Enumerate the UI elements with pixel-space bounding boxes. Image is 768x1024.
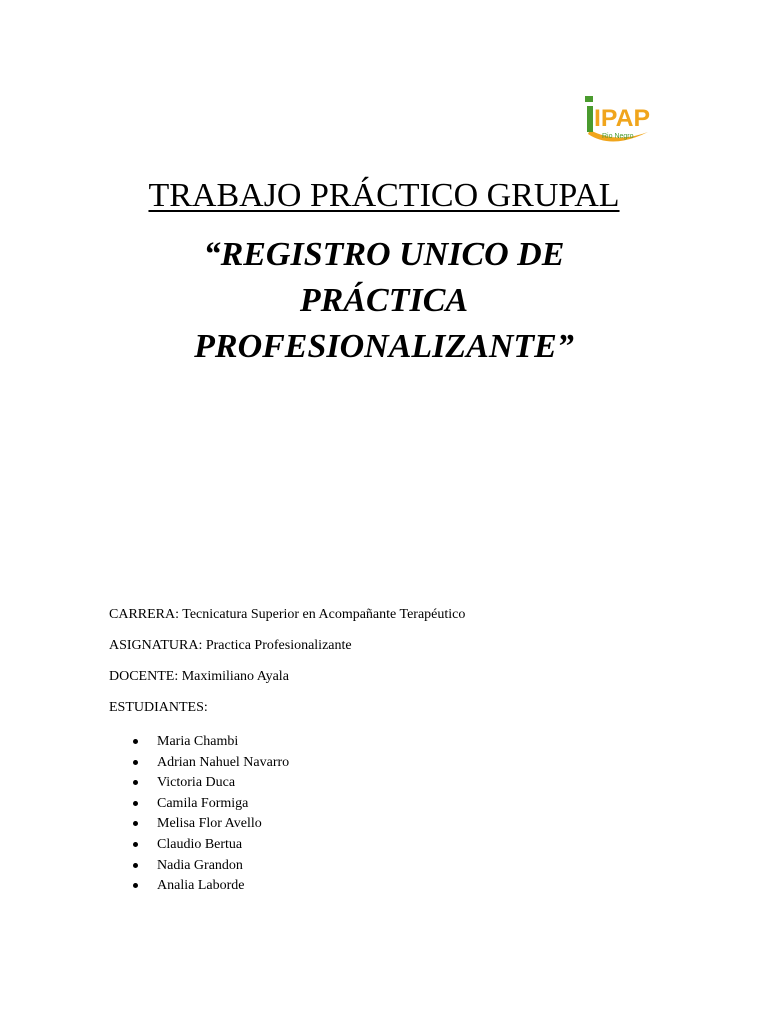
ipap-logo-graphic [582,94,654,148]
subtitle-line-3: PROFESIONALIZANTE” [194,328,574,365]
list-item [131,732,289,753]
students-list [131,732,289,897]
list-item [131,753,289,774]
course-info [109,605,465,729]
list-item [131,856,289,877]
estudiantes-label: ESTUDIANTES: [109,700,208,715]
document-title-text: TRABAJO PRÁCTICO GRUPAL [148,177,620,214]
subtitle-line-2: PRÁCTICA [299,282,469,319]
document-subtitle [0,232,768,370]
student-name: Adrian Nahuel Navarro [157,754,290,770]
list-item [131,876,289,897]
student-name: Melisa Flor Avello [157,816,262,832]
student-name: Analia Laborde [157,878,245,894]
list-item [131,794,289,815]
bullet-icon [133,801,138,806]
docente-line: DOCENTE: Maximiliano Ayala [109,669,289,684]
bullet-icon [133,863,138,868]
carrera-line: CARRERA: Tecnicatura Superior en Acompañante Terapéutico [109,607,466,622]
document-title [0,176,768,216]
bullet-icon [133,780,138,785]
bullet-icon [133,821,138,826]
list-item [131,835,289,856]
bullet-icon [133,739,138,744]
ipap-logo [582,94,654,148]
bullet-icon [133,883,138,888]
asignatura-line: ASIGNATURA: Practica Profesionalizante [109,638,352,653]
logo-text: IPAP [594,105,650,132]
bullet-icon [133,760,138,765]
student-name: Victoria Duca [157,775,236,791]
student-name: Claudio Bertua [157,836,243,852]
subtitle-line-1: “REGISTRO UNICO DE [203,236,565,273]
student-name: Nadia Grandon [157,857,243,873]
list-item [131,814,289,835]
logo-subtext: Rio Negro [602,133,634,140]
student-name: Maria Chambi [157,734,239,749]
list-item [131,773,289,794]
bullet-icon [133,842,138,847]
student-name: Camila Formiga [157,795,249,811]
